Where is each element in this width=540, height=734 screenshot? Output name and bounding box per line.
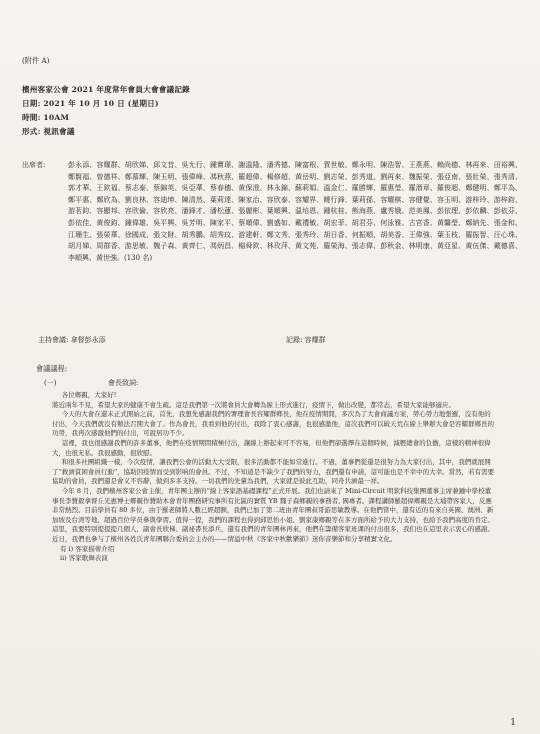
speech-paragraph: 和很多社團組織一樣，今次疫情，讓我們公會的活動大大受限，很多活動都不能如常進行。不過，董事們從還是很努力為大家付出，其中，我們就展開了“救濟貧困會員行動”，協助因疫情而受到影响的會員。不过，不知道是不缺少了我們的努力，我們還有申請，這可能也是不幸中的大幸。當然，若有需要協助的會員，我們還是會义不容辭，做到多多支持。一切我們的先輩為我們，大家就是彼此互助，同舟共濟最一祥。 (52, 458, 495, 486)
section-number: (一) (44, 379, 57, 387)
meeting-format: 形式: 視訊會議 (22, 127, 75, 136)
speech-paragraph: 近日，我們也參与了檳州各姓氏青年團聯合委員会主办的——情溢中秋《客家中秋歡樂節》迷你音樂節和分享精實文化。 (52, 534, 397, 543)
speech-paragraph: 今年 8 月，我們檳州客家公會主催，青年團主辦的“線上客家語基礎課程”正式开展。我们也請來了 Mini-Circuit 明欽科技集團董事主席兼鍾中學校董事長李贊毅拿督丘光惠博士鄉親作贊助本會青年團務研究事所有比區的實質 YB 魏子森鄉親的事務者, 國專者。課程講師羅超偉鄉親是大埔帶客家人，反應非常熱烈。目前學員有 80 多位，由于羅老師將人數已經超额，我們已加了第二班由青年團叔哥游思敏教導。在他們當中，還有近的有來自英國、澳洲、新加坡及台湾等地，超過百位学员參與學習。值得一提，我們的課程也得到邱思怡小姐、劉家康鄉親等在多方面所給予的大力支持，也給予我們高度的肯定。這里，我要特别提提提几個人，副會長欣梯、副祕書長添兵，還有我們的青年團林再來，他們在籌備客家班课的付出很多，我们也在這里表示衷心的感謝。 (52, 486, 494, 534)
list-item: 有 i) 客家描蒂介绍 (60, 544, 115, 553)
page-number: 1 (510, 718, 516, 728)
speech-paragraph: 今天的大會在還未正式開始之前，首先，我想先感謝我們的署理會長容耀群鄉長，他在疫情期間，多次為了大會商議方案，勞心勞力地張羅，沒有他的付出，今天我們就沒有辦法召開大會了。作為會長，我看到他的付出，我除了衷心感謝，也很感激他，這次我們可以破天荒在線上舉辦大會是容耀群鄉長的功勞，我再次感激他們的付出，可說居功不少。 (52, 410, 494, 438)
chairperson: 主持會議: 拿督彭永添 (38, 336, 106, 344)
attendees-names: 彭永添、容耀群、胡欣娣、邱文昔、吳允行、鍾寶璟、謝溫隆、潘秀德、陳富根、賀世敏、鄭永明、陳浩智、王燕燕、賴尚德、林再來、田裕興、鄭賢福、曾德祥、鄭慕輝、陳玉明、張偉峰、馮秋燕、羅超偉、楊修超、黄岳明、劉志榮、彭秀道、劉再來、魏振榮、張亞南、張壯榮、張秀清、郭才華、王欽福、蔡志泰、蔡錦英、吳亞華、蔡春穗、黄保澄、林永錦、蘇莉娟、溫金仁、羅勝輝、羅惠瑩、羅潛章、羅俊超、鄭健明、鄭平為、鄭平惠、鄭欣為、劉良林、容迪坤、陳清然、葉莉達、陳家治、容欣泰、容耀界、饒行鋒、葉莉孫、容耀棋、容健覺、容玉明、游梓玲、游梓鈞、游茗鈞、容顯邦、容欣倫、容欣亮、潘鋒才、潘松蓮、張麗彬、葉順興、溫培恩、鍾杭桂、熊海燕、盧秀娥、范美鳳、彭依理、彭依麟、彭依芬、彭依佳、黄俊鈞、鍾偉雄、吳平興、吳芳明、陳家平、蔡順偉、劉盛如、戴禮敏、胡宏菲、胡君芬、何泳雅、古宮香、黄馨瑩、鄭納先、張金和、江珊生、張榮華、徐國成、張文財、胡秀鵬、胡秀玟、游建軒、鄭文秀、張秀玲、胡日香、何振順、胡美香、王偉強、葉玉枝、羅振智、汪心珠、胡月娣、周群香、游思敏、魏子森、黄齊仁、馮炳昌、楊舜欽、林玫萍、黄文苑、羅榮海、張志偉、彭秋金、林明康、黄亞星、黄伍傑、戴德喜、李順興、黄世強。(130 名) (68, 161, 522, 262)
speech-paragraph: 這裡，我也很感謝我們的許多董事，他們在疫情期間積極付出，讓線上辦起來可不容易，但他們卻選擇在這個時候，減輕總會的負擔，這樣的精神很偉大，也很无私。我很感動，很欣慰。 (52, 438, 491, 457)
speech-paragraph: 各位鄉親，大家好! (61, 391, 117, 399)
agenda-title: 會議議程: (36, 364, 68, 373)
list-item: ii) 客家歌舞表演 (60, 554, 108, 563)
speech-paragraph: 將近兩年不見，希望大家的健康不會生疏。這是我們第一次將會員大會轉為線上形式進行，疫情下，做出改變，都常态，希望大家能够適应。 (52, 400, 455, 409)
attendees-label: 出席者: (22, 161, 46, 169)
annex-label: (附件 A) (22, 56, 50, 65)
document-title: 檳州客家公會 2021 年度常年會員大會會議記錄 (22, 85, 190, 94)
meeting-time: 時間: 10AM (22, 113, 70, 122)
meeting-date: 日期: 2021 年 10 月 10 日 (星期日) (22, 99, 159, 108)
recorder: 記錄: 容耀群 (286, 336, 326, 344)
attendees-block (22, 160, 522, 264)
section-title: 會長致詞: (108, 379, 139, 387)
speech-body (52, 391, 497, 564)
